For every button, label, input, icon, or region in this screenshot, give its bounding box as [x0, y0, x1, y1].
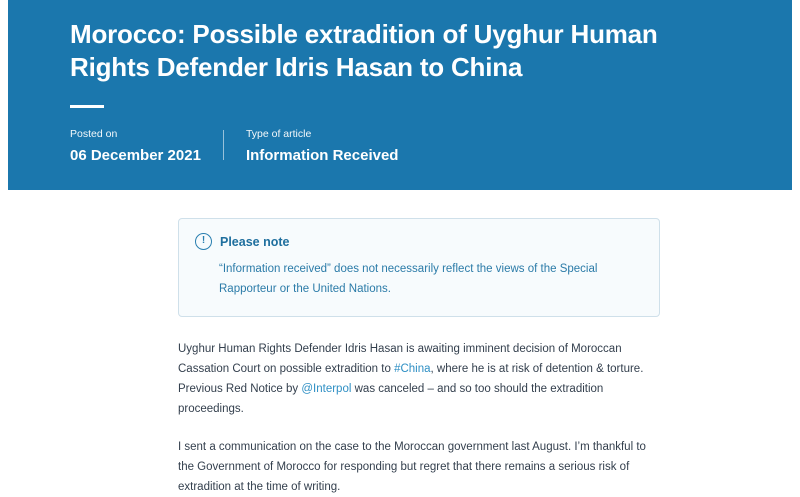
- please-note-header: [195, 233, 641, 250]
- posted-on-block: [70, 128, 201, 164]
- posted-on-value: 06 December 2021: [70, 146, 201, 164]
- meta-divider: [223, 130, 224, 160]
- article-content: [178, 190, 730, 497]
- article-paragraph-2: I sent a communication on the case to the Moroccan government last August. I’m thankful to the Government of Morocco for responding but regret that there remains a serious risk of extradition at the time of writing.: [178, 441, 646, 494]
- article-type-value: Information Received: [245, 146, 399, 164]
- right-page-margin: [792, 0, 800, 450]
- page-title: Morocco: Possible extradition of Uyghur Human Rights Defender Idris Hasan to China: [70, 19, 658, 83]
- article-type-block: [246, 128, 399, 164]
- please-note-title: Please note: [220, 234, 290, 249]
- article-header: [0, 0, 800, 190]
- article-body: [0, 190, 800, 497]
- paragraph-1-part-1: Uyghur Human Rights Defender Idris Hasan is awaiting imminent decision of Moroccan Cassation Court on possible extradition to: [178, 342, 622, 375]
- posted-on-label: Posted on: [70, 127, 118, 140]
- paragraph-1-part-2: , where he is at risk of detention & torture. Previous Red Notice by: [178, 362, 644, 395]
- article-meta: [70, 128, 730, 164]
- please-note-text: “Information received” does not necessarily reflect the views of the Special Rapporteur or the United Nations.: [219, 263, 598, 295]
- article-type-label: Type of article: [245, 127, 312, 140]
- info-circle-icon: !: [195, 233, 212, 250]
- title-divider: [70, 105, 104, 108]
- left-page-margin: [0, 0, 8, 450]
- paragraph-1-part-3: was canceled – and so too should the extradition proceedings.: [178, 382, 604, 415]
- please-note-callout: [178, 218, 660, 317]
- hashtag-china-link[interactable]: #China: [394, 362, 431, 375]
- mention-interpol-link[interactable]: @Interpol: [301, 382, 352, 395]
- article-paragraph-1: [178, 339, 660, 420]
